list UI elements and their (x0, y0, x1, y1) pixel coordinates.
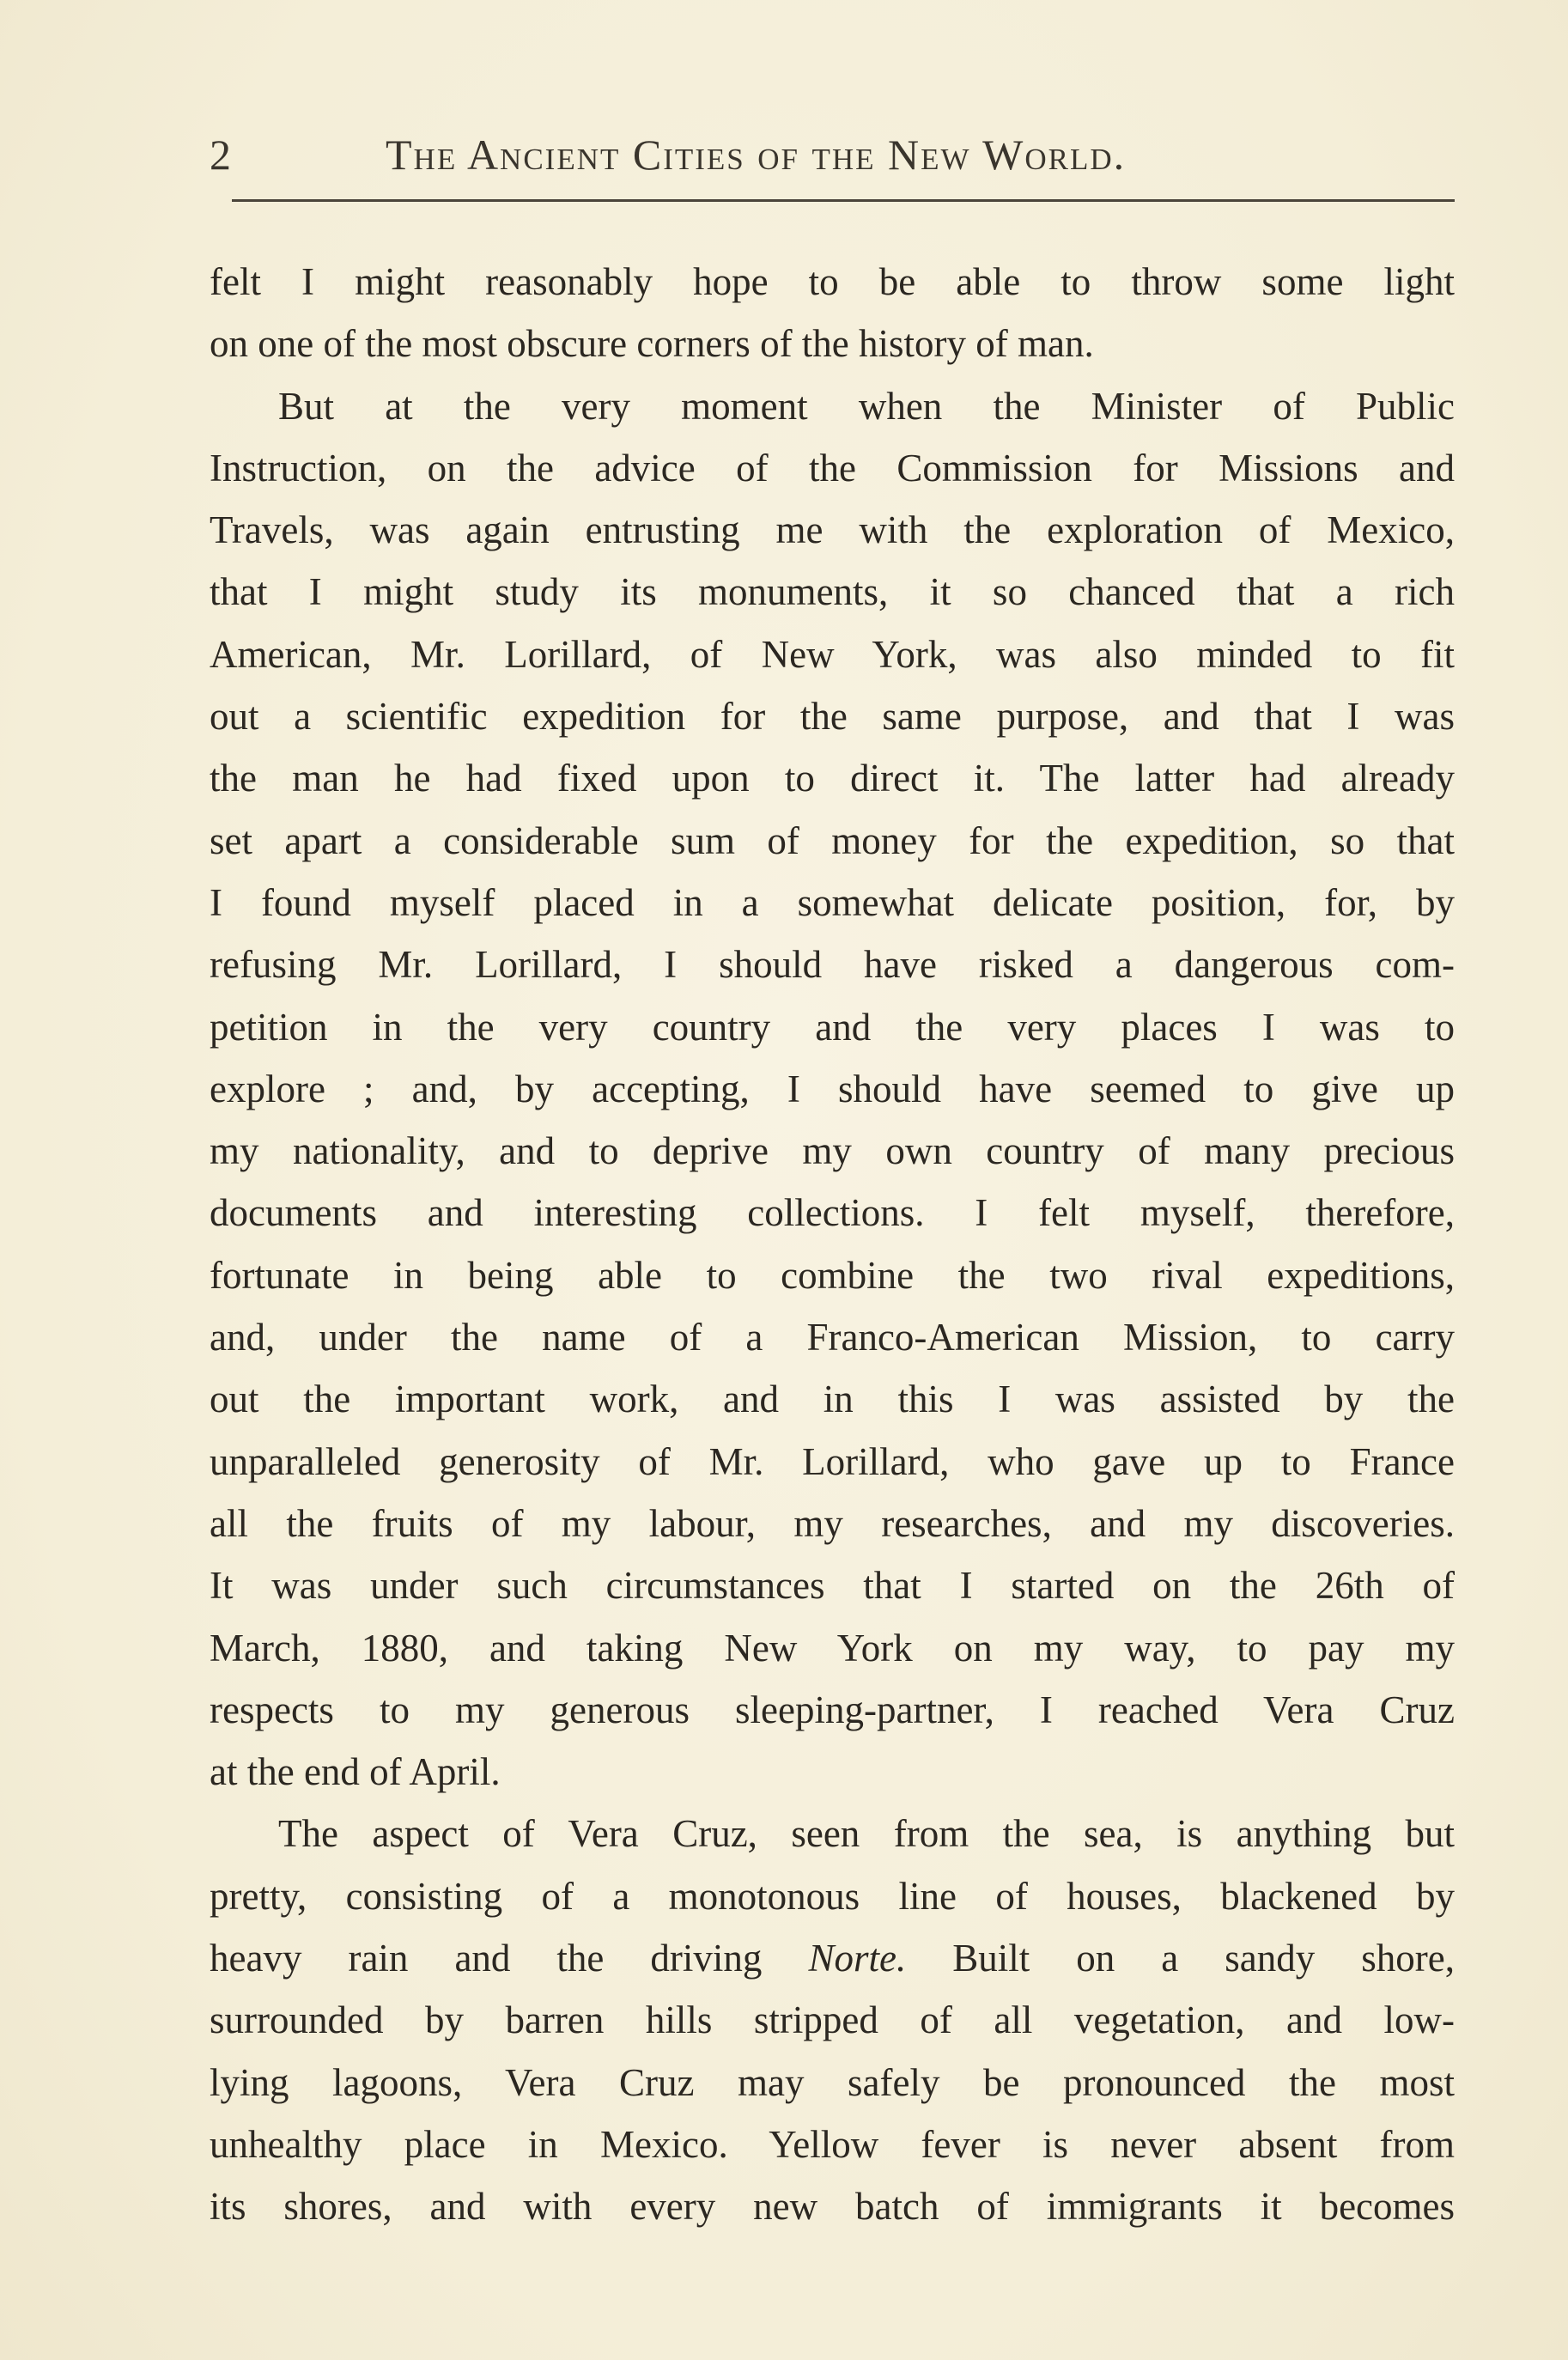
body-text (210, 251, 1455, 2238)
text-segment: Built on a sandy shore, (952, 1937, 1456, 1980)
text-line: on one of the most obscure corners of the history of man. (210, 322, 1094, 366)
text-line: pretty, consisting of a monotonous line of houses, blackened by (210, 1874, 1455, 1918)
page-number: 2 (210, 131, 231, 179)
text-line: But at the very moment when the Minister of Public (278, 384, 1455, 428)
text-line: March, 1880, and taking New York on my way, to pay my (210, 1626, 1455, 1670)
text-line: out a scientific expedition for the same purpose, and that I was (210, 695, 1455, 739)
text-line: The aspect of Vera Cruz, seen from the sea, is anything but (278, 1812, 1455, 1856)
running-title: The Ancient Cities of the New World. (386, 131, 1127, 179)
text-line: its shores, and with every new batch of immigrants it becomes (210, 2185, 1455, 2229)
text-line: surrounded by barren hills stripped of all vegetation, and low- (210, 1998, 1455, 2042)
text-line: at the end of April. (210, 1750, 501, 1794)
text-line: Travels, was again entrusting me with the exploration of Mexico, (210, 508, 1455, 552)
text-line: felt I might reasonably hope to be able to throw some light (210, 260, 1455, 303)
text-line: Instruction, on the advice of the Commission for Missions and (210, 446, 1455, 490)
text-line: all the fruits of my labour, my researches, and my discoveries. (210, 1501, 1455, 1545)
text-line: unhealthy place in Mexico. Yellow fever is never absent from (210, 2122, 1455, 2166)
text-line: I found myself placed in a somewhat delicate position, for, by (210, 880, 1455, 924)
text-line: the man he had fixed upon to direct it. The latter had already (210, 757, 1455, 800)
text-line: respects to my generous sleeping-partner, I reached Vera Cruz (210, 1688, 1455, 1731)
text-line: set apart a considerable sum of money for the expedition, so that (210, 818, 1455, 862)
text-line: explore ; and, by accepting, I should have seemed to give up (210, 1067, 1455, 1110)
text-line: and, under the name of a Franco-American Mission, to carry (210, 1316, 1455, 1359)
text-line: American, Mr. Lorillard, of New York, was also minded to fit (210, 632, 1455, 676)
text-line-with-italic (210, 1927, 1455, 1989)
text-line: lying lagoons, Vera Cruz may safely be pronounced the most (210, 2060, 1455, 2104)
header-rule (232, 199, 1455, 202)
text-line: refusing Mr. Lorillard, I should have risked a dangerous com- (210, 943, 1455, 987)
text-line: out the important work, and in this I was assisted by the (210, 1378, 1455, 1421)
italic-word: Norte. (808, 1937, 907, 1980)
text-line: that I might study its monuments, it so chanced that a rich (210, 570, 1455, 614)
page-header (210, 125, 1472, 185)
text-line: documents and interesting collections. I felt myself, therefore, (210, 1191, 1455, 1235)
text-line: my nationality, and to deprive my own country of many precious (210, 1129, 1455, 1173)
text-line: petition in the very country and the very places I was to (210, 1005, 1455, 1049)
text-line: unparalleled generosity of Mr. Lorillard, who gave up to France (210, 1439, 1455, 1483)
text-line: fortunate in being able to combine the two rival expeditions, (210, 1253, 1455, 1297)
text-segment: heavy rain and the driving (210, 1937, 763, 1980)
text-line: It was under such circumstances that I started on the 26th of (210, 1564, 1455, 1608)
